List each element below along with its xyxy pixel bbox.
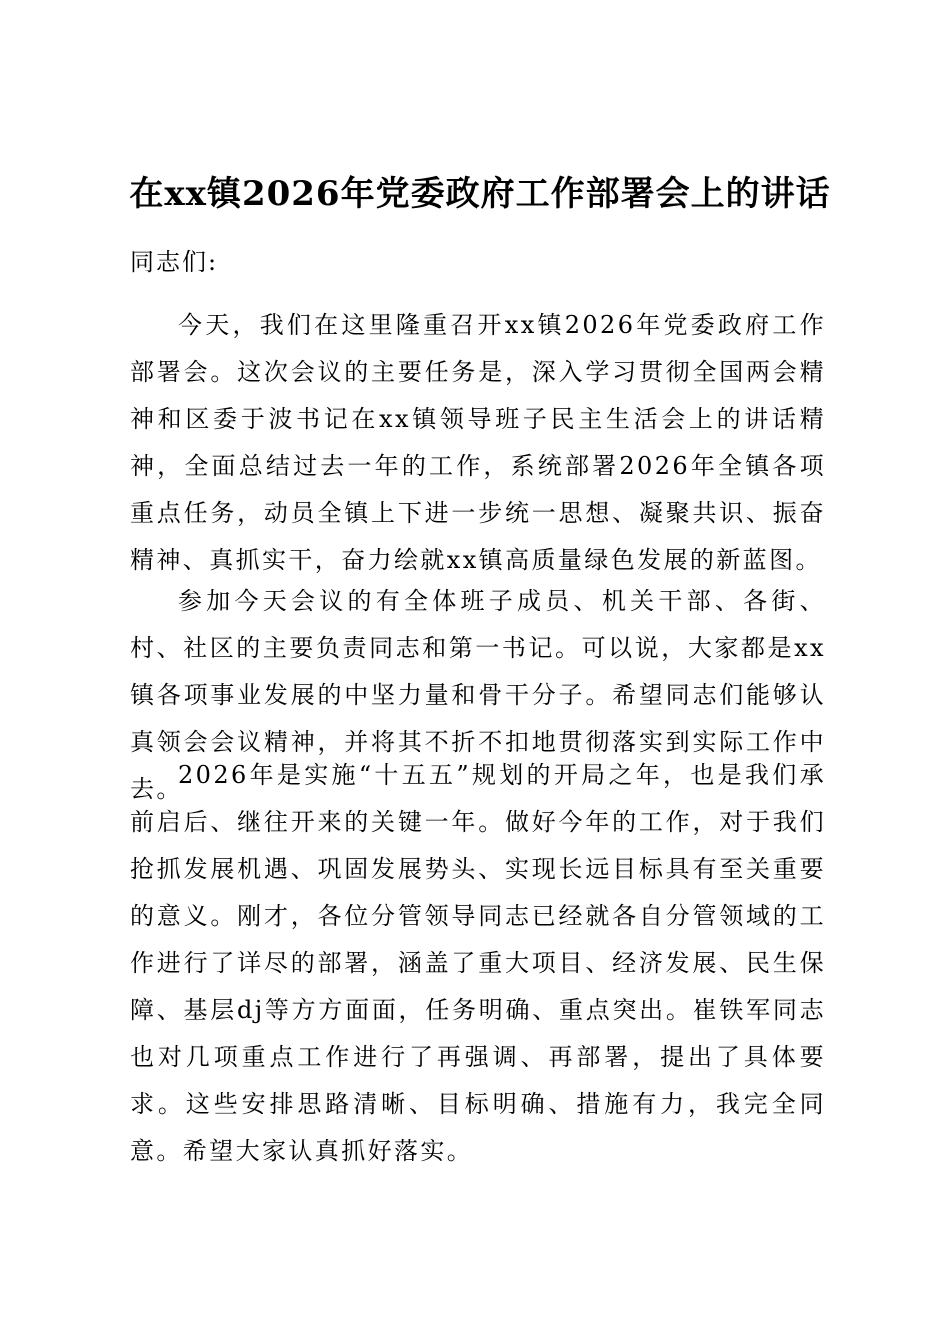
paragraph-significance: 2026年是实施“十五五”规划的开局之年，也是我们承前启后、继往开来的关键一年。做好今年的工作，对于我们抢抓发展机遇、巩固发展势头、实现长远目标具有至关重要的意义。刚才，各位分管领导同志已经就各自分管领域的工作进行了详尽的部署，涵盖了重大项目、经济发展、民生保障、基层dj等方方面面，任务明确、重点突出。崔铁军同志也对几项重点工作进行了再强调、再部署，提出了具体要求。这些安排思路清晰、目标明确、措施有力，我完全同意。希望大家认真抓好落实。 (130, 761, 826, 1165)
paragraph-opening: 今天，我们在这里隆重召开xx镇2026年党委政府工作部署会。这次会议的主要任务是，深入学习贯彻全国两会精神和区委于波书记在xx镇领导班子民主生活会上的讲话精神，全面总结过去一年的工作，系统部署2026年全镇各项重点任务，动员全镇上下进一步统一思想、凝聚共识、振奋精神、真抓实干，奋力绘就xx镇高质量绿色发展的新蓝图。 (130, 311, 826, 574)
salutation: 同志们: (130, 248, 219, 276)
paragraph-attendees: 参加今天会议的有全体班子成员、机关干部、各街、村、社区的主要负责同志和第一书记。可以说，大家都是xx镇各项事业发展的中坚力量和骨干分子。希望同志们能够认真领会会议精神，并将其不折不扣地贯彻落实到实际工作中去。 (130, 587, 826, 803)
document-title: 在xx镇2026年党委政府工作部署会上的讲话 (129, 174, 831, 214)
